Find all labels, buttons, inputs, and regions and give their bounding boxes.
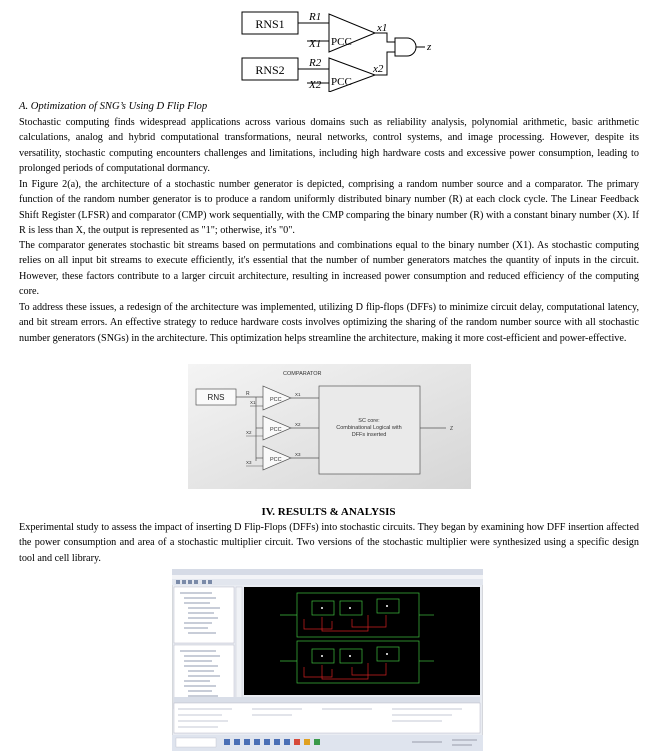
r1-label: R1 xyxy=(309,11,322,23)
x2-output-label: X2 xyxy=(295,422,301,427)
r2-label: R2 xyxy=(309,57,322,69)
pcc3-label: PCC xyxy=(270,457,282,463)
section-a-heading: A. Optimization of SNG’s Using D Flip Flop xyxy=(19,101,208,112)
sc-core-line-2: Combinational Logical with xyxy=(336,425,402,431)
and-gate xyxy=(395,38,416,56)
section-iv-heading: IV. RESULTS & ANALYSIS xyxy=(261,506,396,518)
section-iv-paragraph-1: Experimental study to assess the impact of inserting D Flip-Flops (DFFs) into stochastic circuits. They began by examining how DFF insertion affected the power consumption and area of a stochastic multiplier circuit. Two versions of the stochastic multiplier were synthesized using a specific design tool and cell library. xyxy=(19,522,639,564)
x1-output-label: x1 xyxy=(377,22,388,34)
x3-input-label: X3 xyxy=(246,460,252,465)
pcc2-label: PCC xyxy=(270,427,282,433)
section-a-paragraph-1: Stochastic computing finds widespread applications across various domains such as reliability analysis, polynomial arithmetic, basic arithmetic calculations, analog and hybrid computational transformations, neural networks, control systems, and image processing. However, despite its versatility, stochastic computing encounters challenges and limitations, including high hardware costs and excessive power consumption, leading to prolonged periods of computational dormancy. xyxy=(19,117,639,175)
z-output-label: Z xyxy=(450,426,454,432)
x3-output-label: X3 xyxy=(295,452,301,457)
sc-core-line-1: SC core: xyxy=(358,418,380,424)
sc-core-line-3: DFFs inserted xyxy=(351,432,387,438)
figure-eda-tool-screenshot xyxy=(172,569,483,751)
section-a-paragraph-2: In Figure 2(a), the architecture of a stochastic number generator is depicted, comprising a random number source and a comparator. The primary function of the random number generator is to produce a random uniformly distributed binary number (R) at each clock cycle. The Linear Feedback Shift Register (LFSR) and comparator (CMP) work sequentially, with the CMP comparing the binary number (R) with a constant binary number (X). If R is less than X, the output is represented as "1"; otherwise, it's "0". xyxy=(19,179,639,237)
x1-input-label: X1 xyxy=(309,38,322,50)
x1-output-label: X1 xyxy=(295,392,301,397)
pcc1-label: PCC xyxy=(270,397,282,403)
x2-output-label: x2 xyxy=(373,63,384,75)
x1-input-label: X1 xyxy=(250,400,256,405)
pcc2-label: PCC xyxy=(331,76,352,88)
x2-input-label: X2 xyxy=(309,79,322,91)
comparator-label: COMPARATOR xyxy=(283,371,322,377)
z-output-label: z xyxy=(427,41,432,53)
rns2-label: RNS2 xyxy=(255,63,285,77)
figure-shared-rns-architecture xyxy=(188,364,471,489)
x2-input-label: X2 xyxy=(246,430,252,435)
figure-sng-pair xyxy=(237,6,437,92)
rns-label: RNS xyxy=(207,393,225,402)
pcc1-label: PCC xyxy=(331,36,352,48)
r-label: R xyxy=(246,391,250,397)
rns1-label: RNS1 xyxy=(255,17,285,31)
section-a-paragraph-3: The comparator generates stochastic bit streams based on permutations and combinations equal to the binary number (X1). As stochastic computing relies on all input bit streams to execute efficiently, it's essential that the number of number generators matches the quantity of inputs in the circuit. However, these factors contribute to a larger circuit architecture, resulting in increased power consumption and reduced efficiency of the computing core. xyxy=(19,240,639,298)
section-a-paragraph-4: To address these issues, a redesign of the architecture was implemented, utilizing D flip-flops (DFFs) to minimize circuit delay, computational latency, and bit stream errors. An effective strategy to reduce hardware costs involves optimizing the sharing of the random number source with all stochastic number generators (SNGs) in the architecture. This optimization helps streamline the architecture, making it more cost-efficient and power-effective. xyxy=(19,302,639,344)
